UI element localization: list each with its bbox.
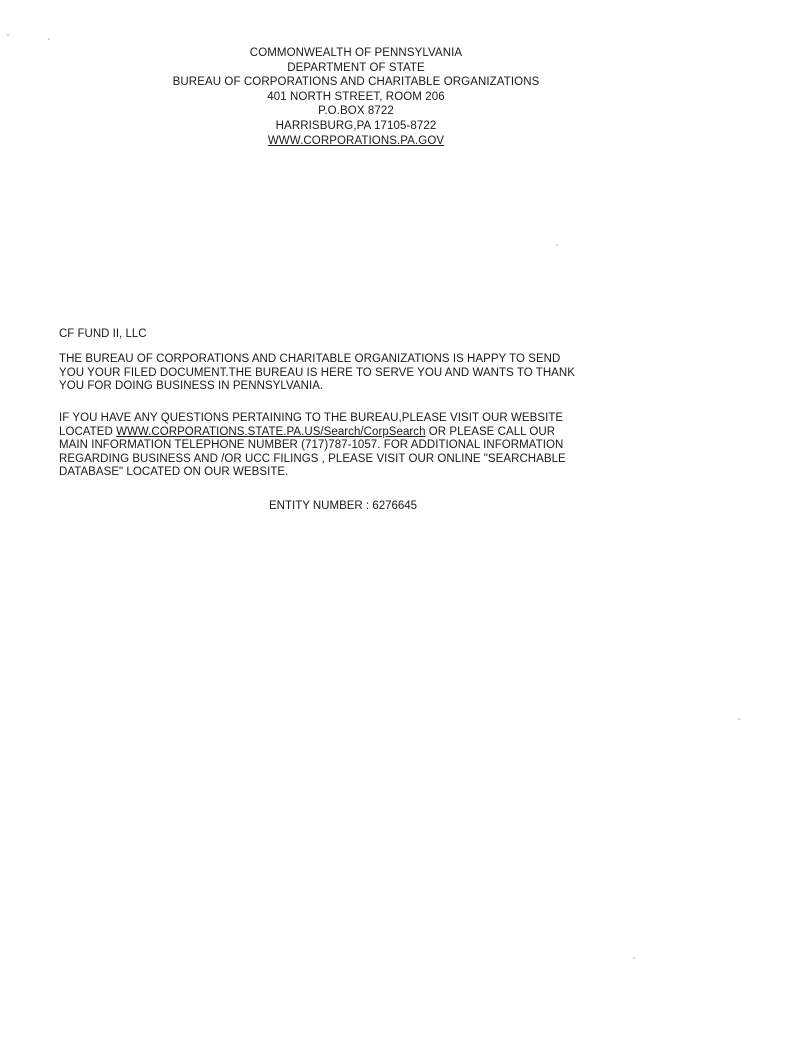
entity-number-label: ENTITY NUMBER : bbox=[269, 500, 370, 512]
paragraph-text: OR PLEASE CALL OUR bbox=[425, 425, 556, 438]
paragraph-line: REGARDING BUSINESS AND /OR UCC FILINGS , PLEASE VISIT OUR ONLINE "SEARCHABLE bbox=[59, 452, 566, 465]
paragraph-line: MAIN INFORMATION TELEPHONE NUMBER (717)787-1057. FOR ADDITIONAL INFORMATION bbox=[59, 439, 564, 452]
letterhead-line: P.O.BOX 8722 bbox=[318, 105, 394, 118]
contact-info-paragraph bbox=[59, 412, 659, 480]
scan-speck bbox=[556, 244, 558, 246]
paragraph-line: DATABASE" LOCATED ON OUR WEBSITE. bbox=[59, 466, 289, 479]
scan-speck bbox=[738, 718, 740, 720]
scan-speck bbox=[7, 34, 9, 36]
scan-speck bbox=[633, 957, 635, 959]
paragraph-line: YOU YOUR FILED DOCUMENT.THE BUREAU IS HERE TO SERVE YOU AND WANTS TO THANK bbox=[59, 366, 575, 379]
letterhead-line: COMMONWEALTH OF PENNSYLVANIA bbox=[249, 47, 463, 59]
corp-search-link[interactable]: WWW.CORPORATIONS.STATE.PA.US/Search/CorpSearch bbox=[116, 425, 426, 438]
letterhead-line: DEPARTMENT OF STATE bbox=[287, 61, 425, 74]
website-link[interactable]: WWW.CORPORATIONS.PA.GOV bbox=[267, 134, 445, 147]
paragraph-line: THE BUREAU OF CORPORATIONS AND CHARITABLE ORGANIZATIONS IS HAPPY TO SEND bbox=[59, 353, 561, 365]
paragraph-line: IF YOU HAVE ANY QUESTIONS PERTAINING TO THE BUREAU,PLEASE VISIT OUR WEBSITE bbox=[59, 412, 564, 424]
thank-you-paragraph bbox=[59, 353, 659, 394]
entity-number-value: 6276645 bbox=[372, 500, 418, 512]
letterhead-line: HARRISBURG,PA 17105-8722 bbox=[275, 119, 437, 132]
paragraph-line: YOU FOR DOING BUSINESS IN PENNSYLVANIA. bbox=[59, 380, 324, 393]
paragraph-text: LOCATED bbox=[59, 425, 117, 438]
addressee-name: CF FUND II, LLC bbox=[59, 328, 147, 340]
entity-number bbox=[269, 499, 417, 513]
letterhead bbox=[0, 46, 712, 148]
letterhead-line: 401 NORTH STREET, ROOM 206 bbox=[267, 90, 445, 103]
letterhead-line: BUREAU OF CORPORATIONS AND CHARITABLE ORGANIZATIONS bbox=[172, 76, 540, 89]
paragraph-line bbox=[59, 426, 659, 440]
scan-speck bbox=[48, 38, 50, 40]
